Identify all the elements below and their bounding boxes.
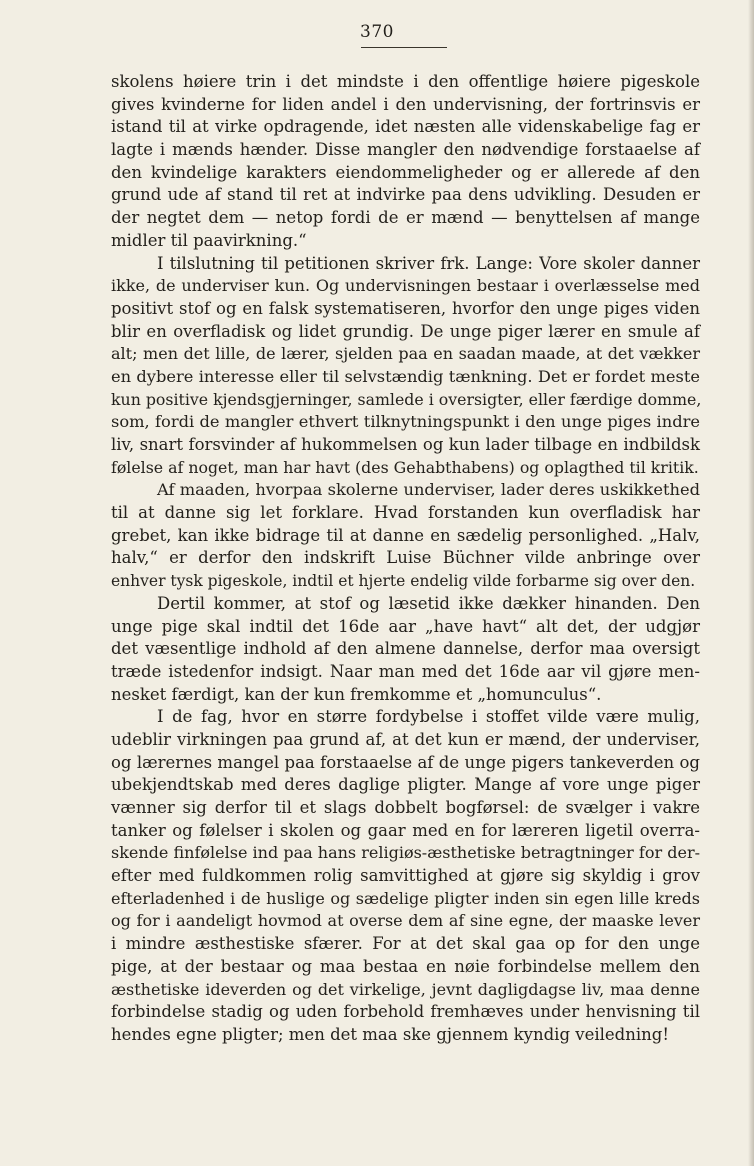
text-line: enhver tysk pigeskole, indtil et hjerte endelig vilde forbarme sig over den. — [111, 572, 696, 591]
text-line: til at danne sig let forklare. Hvad forstanden kun overfladisk har — [111, 503, 700, 523]
text-line: halv,“ er derfor den indskrift Luise Büchner vilde anbringe over — [111, 548, 700, 568]
text-line: Dertil kommer, at stof og læsetid ikke dækker hinanden. Den — [157, 593, 700, 613]
text-line: udeblir virkningen paa grund af, at det kun er mænd, der underviser, — [111, 729, 700, 749]
text-line: lagte i mænds hænder. Disse mangler den nødvendige forstaaelse af — [111, 140, 700, 160]
text-line: æsthetiske ideverden og det virkelige, jevnt dagligdagse liv, maa denne — [111, 979, 700, 999]
text-line: unge pige skal indtil det 16de aar „have havt“ alt det, der udgjør — [111, 616, 700, 636]
text-line: pige, at der bestaar og maa bestaa en nøie forbindelse mellem den — [111, 956, 700, 976]
text-line: skende finfølelse ind paa hans religiøs-æsthetiske betragtninger for der- — [111, 843, 700, 863]
text-line: en dybere interesse eller til selvstændig tænkning. Det er fordet meste — [111, 366, 700, 386]
page-number: 370 — [360, 22, 394, 42]
text-line: istand til at virke opdragende, idet næsten alle videnskabelige fag er — [111, 117, 700, 137]
text-line: I tilslutning til petitionen skriver frk. Lange: Vore skoler danner — [157, 253, 700, 273]
text-line: det væsentlige indhold af den almene dannelse, derfor maa oversigt — [111, 639, 700, 659]
text-line: forbindelse stadig og uden forbehold fremhæves under henvisning til — [111, 1002, 700, 1022]
text-line: gives kvinderne for liden andel i den undervisning, der fortrinsvis er — [111, 94, 700, 114]
page-number-rule — [361, 47, 447, 48]
text-line: den kvindelige karakters eiendommeligheder og er allerede af den — [111, 162, 700, 182]
text-line: efter med fuldkommen rolig samvittighed at gjøre sig skyldig i grov — [111, 866, 700, 886]
text-line: i mindre æsthestiske sfærer. For at det skal gaa op for den unge — [111, 934, 700, 954]
body-text — [111, 71, 700, 1047]
text-line: vænner sig derfor til et slags dobbelt bogførsel: de svælger i vakre — [111, 798, 700, 817]
paragraph — [111, 706, 700, 1046]
text-line: ikke, de underviser kun. Og undervisningen bestaar i overlæsselse med — [111, 276, 700, 296]
text-line: som, fordi de mangler ethvert tilknytningspunkt i den unge piges indre — [111, 412, 700, 432]
text-line: ubekjendtskab med deres daglige pligter. Mange af vore unge piger — [111, 775, 700, 795]
text-line: kun positive kjendsgjerninger, samlede i oversigter, eller færdige domme, — [111, 389, 702, 409]
paragraph — [111, 593, 700, 706]
text-line: skolens høiere trin i det mindste i den offentlige høiere pigeskole — [111, 72, 700, 91]
text-line: Af maaden, hvorpaa skolerne underviser, lader deres uskikkethed — [157, 480, 700, 500]
text-line: hendes egne pligter; men det maa ske gjennem kyndig veiledning! — [111, 1024, 669, 1044]
text-line: I de fag, hvor en større fordybelse i stoffet vilde være mulig, — [157, 707, 700, 727]
text-line: grund ude af stand til ret at indvirke paa dens udvikling. Desuden er — [111, 185, 700, 205]
text-line: nesket færdigt, kan der kun fremkomme et „homunculus“. — [111, 684, 602, 704]
paragraph — [111, 253, 700, 480]
text-line: efterladenhed i de huslige og sædelige pligter inden sin egen lille kreds — [111, 888, 700, 908]
text-line: og lærernes mangel paa forstaaelse af de unge pigers tankeverden og — [111, 752, 700, 772]
text-line: grebet, kan ikke bidrage til at danne en sædelig personlighed. „Halv, — [111, 525, 700, 545]
text-line: og for i aandeligt hovmod at overse dem af sine egne, der maaske lever — [111, 911, 700, 931]
paragraph — [111, 71, 700, 253]
text-line: positivt stof og en falsk systematiseren, hvorfor den unge piges viden — [111, 298, 700, 318]
text-line: midler til paavirkning.“ — [111, 230, 307, 250]
page-edge-shadow — [748, 0, 754, 1166]
paragraph — [111, 479, 700, 592]
text-line: træde istedenfor indsigt. Naar man med det 16de aar vil gjøre men- — [111, 661, 700, 681]
text-line: tanker og følelser i skolen og gaar med en for læreren ligetil overra- — [111, 820, 700, 840]
text-line: alt; men det lille, de lærer, sjelden paa en saadan maade, at det vækker — [111, 344, 700, 364]
text-line: der negtet dem — netop fordi de er mænd — benyttelsen af mange — [111, 208, 700, 228]
text-line: følelse af noget, man har havt (des Gehabthabens) og oplagthed til kritik. — [111, 457, 699, 477]
text-line: liv, snart forsvinder af hukommelsen og kun lader tilbage en indbildsk — [111, 435, 700, 454]
text-line: blir en overfladisk og lidet grundig. De unge piger lærer en smule af — [111, 321, 700, 341]
